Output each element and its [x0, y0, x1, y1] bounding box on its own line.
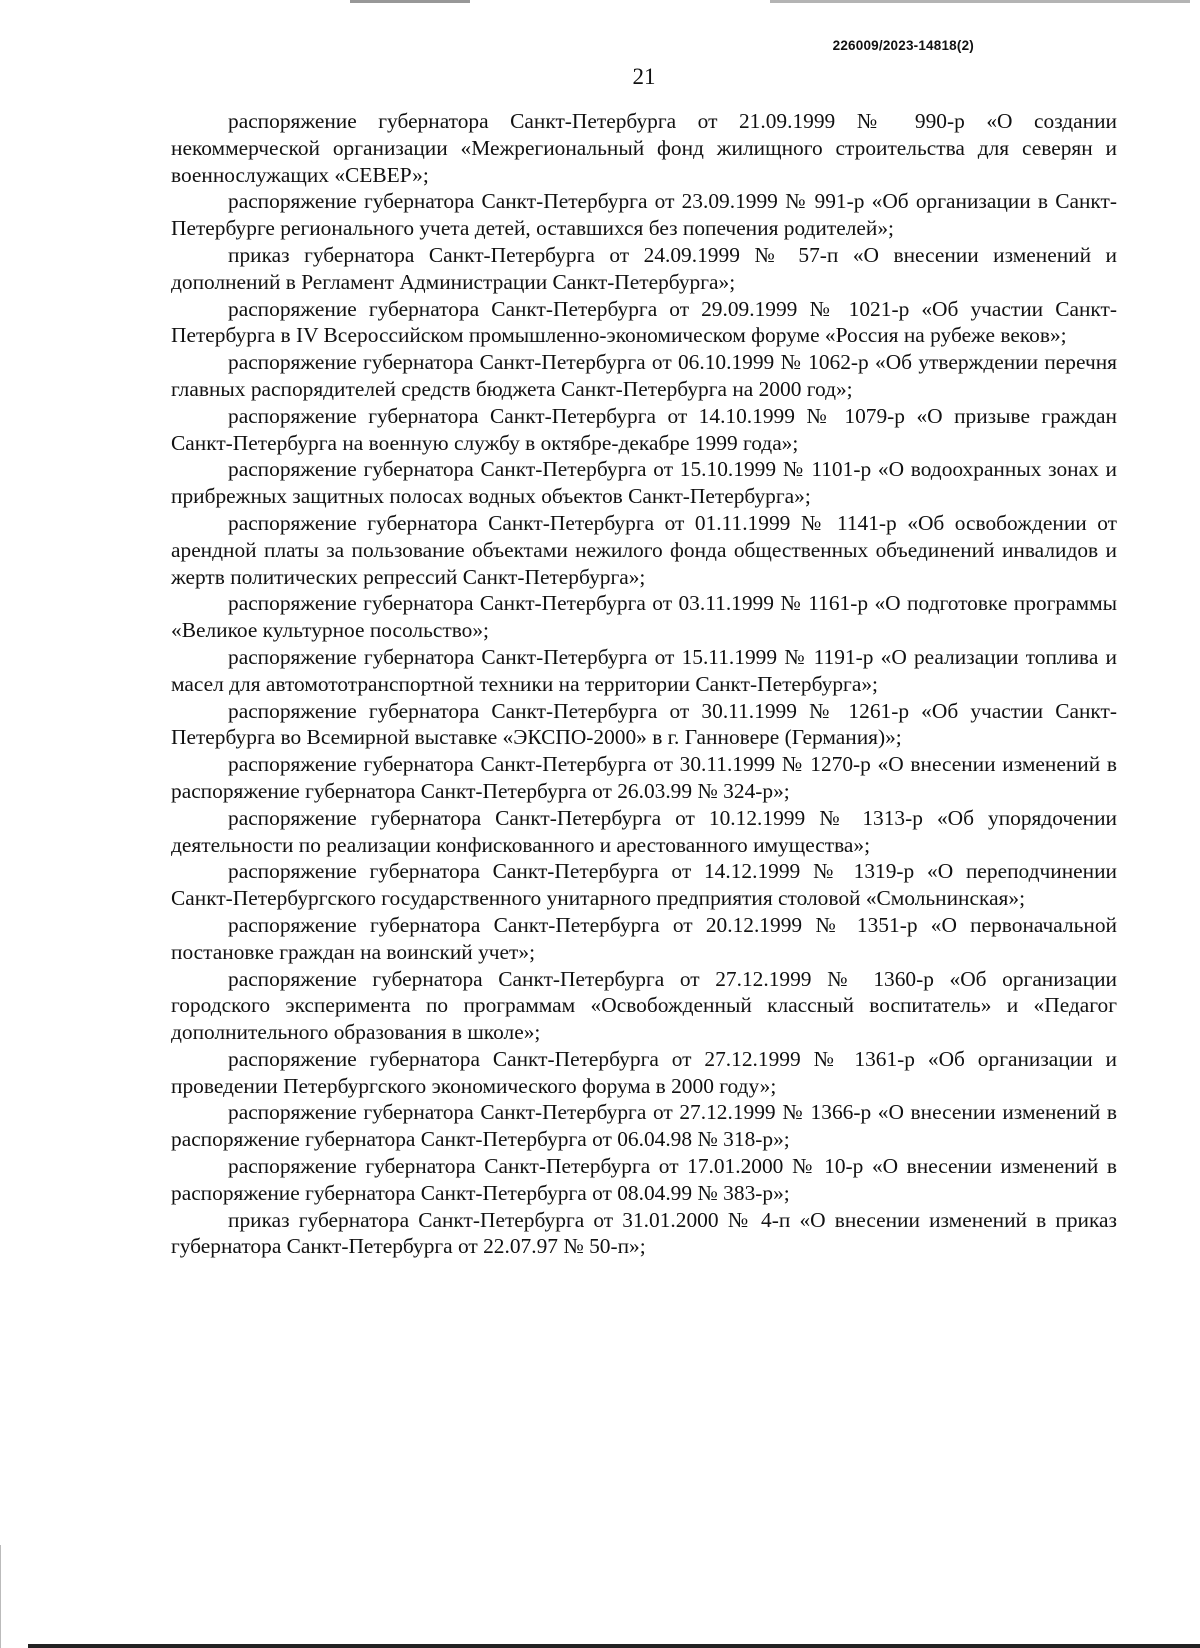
list-item: распоряжение губернатора Санкт-Петербурга от 10.12.1999 № 1313-р «Об упорядочении деятельности по реализации конфискованного и арестованного имущества»;	[171, 805, 1117, 857]
list-item: распоряжение губернатора Санкт-Петербурга от 06.10.1999 № 1062-р «Об утверждении перечня главных распорядителей средств бюджета Санкт-Петербурга на 2000 год»;	[171, 350, 1117, 401]
list-item: распоряжение губернатора Санкт-Петербурга от 30.11.1999 № 1261-р «Об участии Санкт-Петербурга во Всемирной выставке «ЭКСПО-2000» в г. Ганновере (Германия)»;	[171, 698, 1117, 750]
list-item: распоряжение губернатора Санкт-Петербурга от 03.11.1999 № 1161-р «О подготовке программы «Великое культурное посольство»;	[171, 591, 1117, 643]
list-item: распоряжение губернатора Санкт-Петербурга от 01.11.1999 № 1141-р «Об освобождении от арендной платы за пользование объектами нежилого фонда общественных объединений инвалидов и жертв политических репрессий Санкт-Петербурга»;	[171, 510, 1117, 589]
list-item: распоряжение губернатора Санкт-Петербурга от 20.12.1999 № 1351-р «О первоначальной постановке граждан на воинский учет»;	[171, 912, 1117, 964]
list-item: распоряжение губернатора Санкт-Петербурга от 17.01.2000 № 10-р «О внесении изменений в распоряжение губернатора Санкт-Петербурга от 08.04.99 № 383-р»;	[171, 1154, 1117, 1205]
document-body	[171, 108, 1117, 1260]
page-number: 21	[632, 64, 656, 89]
scan-artifact	[770, 0, 1190, 3]
scan-artifact	[28, 1644, 1200, 1648]
document-registration-number: 226009/2023-14818(2)	[832, 38, 974, 53]
list-item: распоряжение губернатора Санкт-Петербурга от 27.12.1999 № 1366-р «О внесении изменений в распоряжение губернатора Санкт-Петербурга от 06.04.98 № 318-р»;	[171, 1100, 1117, 1152]
list-item: распоряжение губернатора Санкт-Петербурга от 14.10.1999 № 1079-р «О призыве граждан Санкт-Петербурга на военную службу в октябре-декабре 1999 года»;	[171, 403, 1117, 455]
list-item: распоряжение губернатора Санкт-Петербурга от 29.09.1999 № 1021-р «Об участии Санкт-Петербурга в IV Всероссийском промышленно-экономическом форуме «Россия на рубеже веков»;	[171, 296, 1117, 348]
list-item: распоряжение губернатора Санкт-Петербурга от 27.12.1999 № 1360-р «Об организации городского эксперимента по программам «Освобожденный классный воспитатель» и «Педагог дополнительного образования в школе»;	[171, 966, 1117, 1045]
list-item: распоряжение губернатора Санкт-Петербурга от 14.12.1999 № 1319-р «О переподчинении Санкт-Петербургского государственного унитарного предприятия столовой «Смольнинская»;	[171, 859, 1117, 911]
scan-artifact	[350, 0, 470, 3]
list-item: распоряжение губернатора Санкт-Петербурга от 15.11.1999 № 1191-р «О реализации топлива и масел для автомототранспортной техники на территории Санкт-Петербурга»;	[171, 644, 1117, 696]
list-item: приказ губернатора Санкт-Петербурга от 31.01.2000 № 4-п «О внесении изменений в приказ губернатора Санкт-Петербурга от 22.07.97 № 50-п»;	[171, 1207, 1117, 1259]
scan-artifact	[0, 1545, 1, 1648]
list-item: распоряжение губернатора Санкт-Петербурга от 23.09.1999 № 991-р «Об организации в Санкт-Петербурге регионального учета детей, оставшихся без попечения родителей»;	[171, 189, 1117, 241]
list-item: распоряжение губернатора Санкт-Петербурга от 15.10.1999 № 1101-р «О водоохранных зонах и прибрежных защитных полосах водных объектов Санкт-Петербурга»;	[171, 457, 1117, 509]
list-item: распоряжение губернатора Санкт-Петербурга от 21.09.1999 № 990-р «О создании некоммерческой организации «Межрегиональный фонд жилищного строительства для северян и военнослужащих «СЕВЕР»;	[171, 109, 1117, 187]
list-item: распоряжение губернатора Санкт-Петербурга от 27.12.1999 № 1361-р «Об организации и проведении Петербургского экономического форума в 2000 году»;	[171, 1046, 1117, 1098]
list-item: приказ губернатора Санкт-Петербурга от 24.09.1999 № 57-п «О внесении изменений и дополнений в Регламент Администрации Санкт-Петербурга»;	[171, 242, 1117, 294]
list-item: распоряжение губернатора Санкт-Петербурга от 30.11.1999 № 1270-р «О внесении изменений в распоряжение губернатора Санкт-Петербурга от 26.03.99 № 324-р»;	[171, 752, 1117, 803]
